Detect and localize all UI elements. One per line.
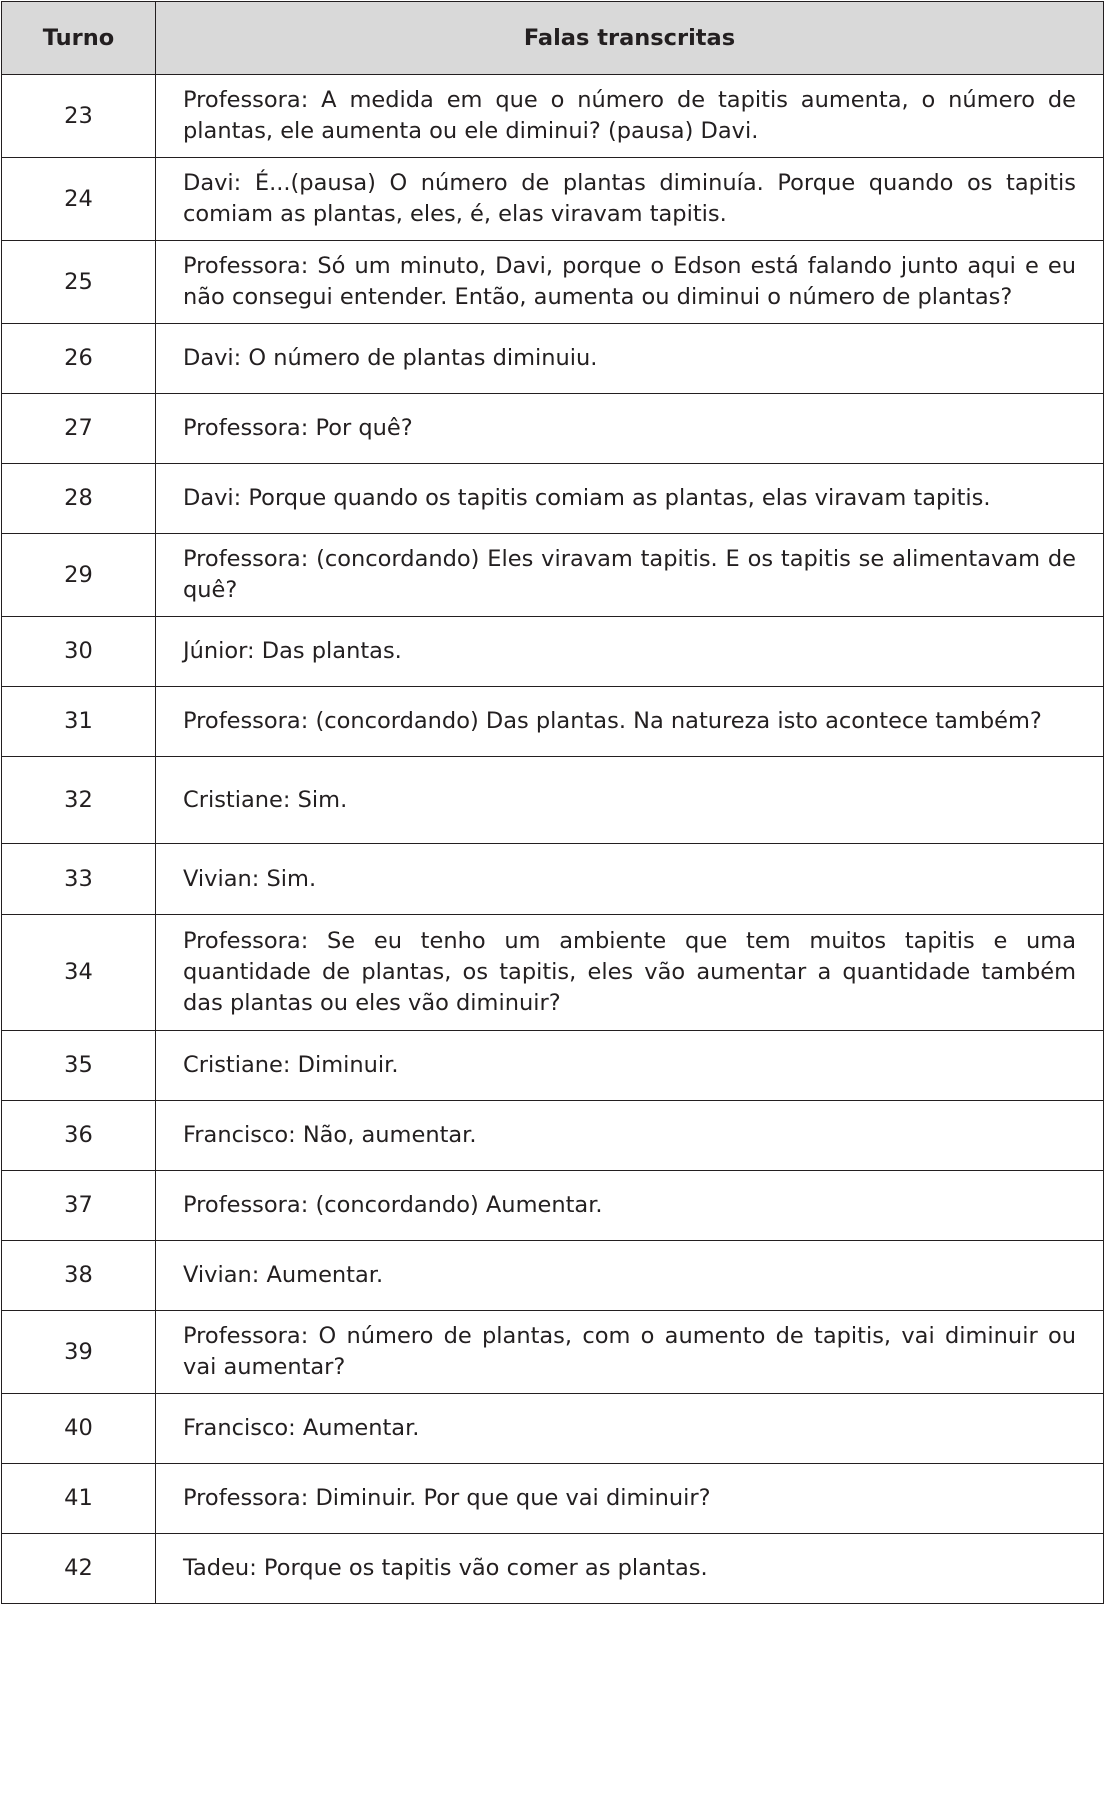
table-row <box>2 241 1104 324</box>
table-row <box>2 1031 1104 1101</box>
fala-cell: Tadeu: Porque os tapitis vão comer as plantas. <box>156 1534 1104 1604</box>
fala-cell: Vivian: Aumentar. <box>156 1241 1104 1311</box>
turno-cell: 35 <box>2 1031 156 1101</box>
turno-cell: 25 <box>2 241 156 324</box>
table-row <box>2 915 1104 1031</box>
fala-cell: Davi: É...(pausa) O número de plantas diminuía. Porque quando os tapitis comiam as plantas, eles, é, elas viravam tapitis. <box>156 158 1104 241</box>
table-row <box>2 464 1104 534</box>
fala-cell: Professora: (concordando) Eles viravam tapitis. E os tapitis se alimentavam de quê? <box>156 534 1104 617</box>
fala-cell: Professora: O número de plantas, com o aumento de tapitis, vai diminuir ou vai aumentar? <box>156 1311 1104 1394</box>
table-row <box>2 1311 1104 1394</box>
table-row <box>2 1394 1104 1464</box>
fala-cell: Francisco: Não, aumentar. <box>156 1101 1104 1171</box>
table-row <box>2 158 1104 241</box>
turno-cell: 37 <box>2 1171 156 1241</box>
turno-cell: 38 <box>2 1241 156 1311</box>
fala-cell: Cristiane: Diminuir. <box>156 1031 1104 1101</box>
turno-cell: 40 <box>2 1394 156 1464</box>
table-row <box>2 1241 1104 1311</box>
turno-cell: 30 <box>2 617 156 687</box>
table-row <box>2 75 1104 158</box>
transcript-table <box>1 1 1104 1604</box>
turno-cell: 34 <box>2 915 156 1031</box>
fala-cell: Professora: Só um minuto, Davi, porque o Edson está falando junto aqui e eu não consegui entender. Então, aumenta ou diminui o número de plantas? <box>156 241 1104 324</box>
fala-cell: Professora: Se eu tenho um ambiente que tem muitos tapitis e uma quantidade de plantas, os tapitis, eles vão aumentar a quantidade também das plantas ou eles vão diminuir? <box>156 915 1104 1031</box>
fala-cell: Júnior: Das plantas. <box>156 617 1104 687</box>
fala-cell: Professora: Diminuir. Por que que vai diminuir? <box>156 1464 1104 1534</box>
turno-cell: 32 <box>2 757 156 844</box>
turno-cell: 24 <box>2 158 156 241</box>
turno-cell: 31 <box>2 687 156 757</box>
fala-cell: Professora: (concordando) Aumentar. <box>156 1171 1104 1241</box>
fala-cell: Davi: O número de plantas diminuiu. <box>156 324 1104 394</box>
turno-cell: 27 <box>2 394 156 464</box>
fala-cell: Professora: Por quê? <box>156 394 1104 464</box>
table-row <box>2 1464 1104 1534</box>
header-turno: Turno <box>2 2 156 75</box>
fala-cell: Davi: Porque quando os tapitis comiam as plantas, elas viravam tapitis. <box>156 464 1104 534</box>
turno-cell: 39 <box>2 1311 156 1394</box>
turno-cell: 33 <box>2 844 156 915</box>
table-row <box>2 324 1104 394</box>
fala-cell: Vivian: Sim. <box>156 844 1104 915</box>
turno-cell: 28 <box>2 464 156 534</box>
header-row <box>2 2 1104 75</box>
table-row <box>2 394 1104 464</box>
turno-cell: 26 <box>2 324 156 394</box>
table-row <box>2 844 1104 915</box>
table-row <box>2 757 1104 844</box>
turno-cell: 36 <box>2 1101 156 1171</box>
table-row <box>2 1171 1104 1241</box>
fala-cell: Professora: (concordando) Das plantas. Na natureza isto acontece também? <box>156 687 1104 757</box>
table-row <box>2 1101 1104 1171</box>
table-row <box>2 617 1104 687</box>
fala-cell: Professora: A medida em que o número de tapitis aumenta, o número de plantas, ele aumenta ou ele diminui? (pausa) Davi. <box>156 75 1104 158</box>
fala-cell: Francisco: Aumentar. <box>156 1394 1104 1464</box>
turno-cell: 41 <box>2 1464 156 1534</box>
table-row <box>2 534 1104 617</box>
turno-cell: 23 <box>2 75 156 158</box>
turno-cell: 29 <box>2 534 156 617</box>
header-falas: Falas transcritas <box>156 2 1104 75</box>
table-row <box>2 687 1104 757</box>
turno-cell: 42 <box>2 1534 156 1604</box>
table-row <box>2 1534 1104 1604</box>
fala-cell: Cristiane: Sim. <box>156 757 1104 844</box>
